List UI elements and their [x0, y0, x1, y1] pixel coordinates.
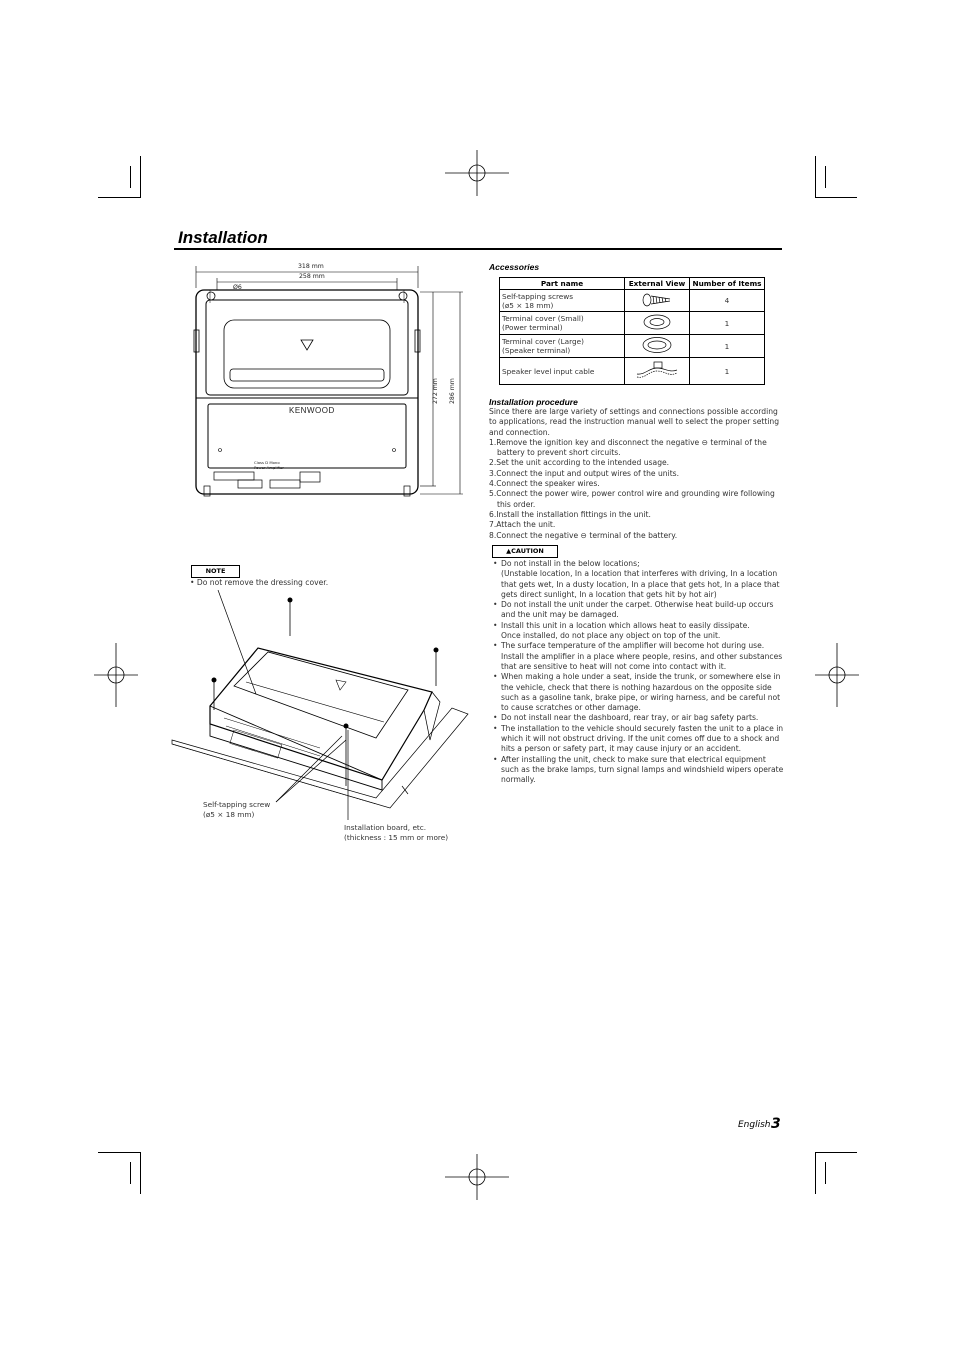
caution-label: ▲CAUTION	[492, 545, 558, 558]
procedure-step: 3.Connect the input and output wires of the units.	[489, 468, 680, 478]
table-row	[500, 312, 765, 335]
board-label-2: (thickness : 15 mm or more)	[344, 833, 449, 842]
caution-item: • Do not install the unit under the carpet. Otherwise heat build-up occurs and the unit may be damaged.	[492, 600, 784, 621]
caution-item: • After installing the unit, check to make sure that electrical equipment such as the brake lamps, turn signal lamps and windshield wipers operate normally.	[492, 755, 784, 786]
procedure-step: 7.Attach the unit.	[489, 520, 556, 530]
caution-item: • Do not install in the below locations;	[492, 559, 784, 569]
panel-label	[254, 461, 284, 470]
caution-item: • When making a hole under a seat, inside the trunk, or somewhere else in the vehicle, check that there is nothing hazardous on the opposite side such as a gasoline tank, brake pipe, or wiring harness, and be careful not to cause scratches or other damage.	[492, 672, 784, 713]
col-part-name: Part name	[500, 278, 625, 290]
panel-line-2: Power Amplifier	[254, 464, 284, 470]
caution-item-detail: Once installed, do not place any object on top of the unit.	[501, 631, 721, 641]
accessories-table	[499, 277, 765, 385]
caution-item: • The installation to the vehicle should securely fasten the unit to a place in which it will not obstruct driving. If the unit comes off due to a shock and hits a person or safety part, it may cause injury or an accident.	[492, 724, 784, 755]
col-number-of-items: Number of Items	[690, 278, 765, 290]
footer-language: English	[738, 1120, 771, 1130]
procedure-step: 4.Connect the speaker wires.	[489, 479, 600, 489]
dim-height-inner: 272 mm	[432, 378, 439, 404]
caution-item-detail: (Unstable location, In a location that interferes with driving, In a location that gets wet, In a dusty location, In a place that gets hot, In a place that gets direct sunlight, In a location that gets hit by hot air)	[501, 569, 780, 599]
screw-label-2: (ø5 × 18 mm)	[203, 810, 255, 819]
screw-icon	[625, 290, 690, 312]
procedure-step: 5.Connect the power wire, power control wire and grounding wire following this order.	[489, 489, 775, 509]
procedure-step: 8.Connect the negative ⊖ terminal of the battery.	[489, 530, 678, 540]
board-callout	[344, 823, 448, 843]
part-name: Speaker level input cable	[500, 358, 625, 385]
item-count: 1	[690, 358, 765, 385]
board-label-1: Installation board, etc.	[344, 823, 427, 832]
table-row	[500, 358, 765, 385]
note-text: • Do not remove the dressing cover.	[190, 578, 329, 587]
caution-list	[492, 559, 784, 786]
caution-item: • Install this unit in a location which allows heat to easily dissipate.	[492, 621, 784, 631]
accessories-heading: Accessories	[489, 262, 540, 272]
table-row	[500, 290, 765, 312]
col-external-view: External View	[625, 278, 690, 290]
procedure-heading: Installation procedure	[489, 397, 578, 407]
caution-item: • The surface temperature of the amplifier will become hot during use. Install the amplifier in a place where people, resins, and other substances that are sensitive to heat will not come into contact with it.	[492, 641, 784, 672]
table-row	[500, 335, 765, 358]
item-count: 4	[690, 290, 765, 312]
terminal-cover-small-icon	[625, 312, 690, 335]
procedure-step: 1.Remove the ignition key and disconnect the negative ⊖ terminal of the battery to prevent short circuits.	[489, 437, 767, 458]
installation-illustration	[170, 590, 475, 820]
procedure-step: 6.Install the installation fittings in the unit.	[489, 509, 651, 519]
caution-item: • Do not install near the dashboard, rear tray, or air bag safety parts.	[492, 713, 784, 723]
part-name: Terminal cover (Small) (Power terminal)	[500, 312, 625, 335]
cable-icon	[625, 358, 690, 385]
dim-width-outer: 318 mm	[298, 263, 324, 270]
dim-width-inner: 258 mm	[299, 273, 325, 280]
procedure-body	[489, 407, 783, 541]
procedure-intro: Since there are large variety of settings and connections possible according to applications, read the instruction manual well to select the proper setting and connection.	[489, 407, 780, 437]
part-name: Self-tapping screws (ø5 × 18 mm)	[500, 290, 625, 312]
item-count: 1	[690, 312, 765, 335]
item-count: 1	[690, 335, 765, 358]
procedure-step: 2.Set the unit according to the intended usage.	[489, 458, 670, 468]
dim-height-outer: 286 mm	[449, 378, 456, 404]
terminal-cover-large-icon	[625, 335, 690, 358]
screw-callout	[203, 800, 270, 820]
part-name: Terminal cover (Large) (Speaker terminal)	[500, 335, 625, 358]
title-rule	[174, 248, 782, 250]
screw-label-1: Self-tapping screw	[203, 800, 271, 809]
note-label: NOTE	[191, 565, 240, 578]
page-number: 3	[771, 1116, 781, 1132]
page-title: Installation	[178, 228, 268, 247]
brand-logo: KENWOOD	[289, 406, 335, 415]
dim-hole: Ø6	[233, 284, 242, 291]
panel-line-1: Class D Mono	[254, 460, 280, 465]
amplifier-dimension-diagram	[180, 258, 475, 498]
